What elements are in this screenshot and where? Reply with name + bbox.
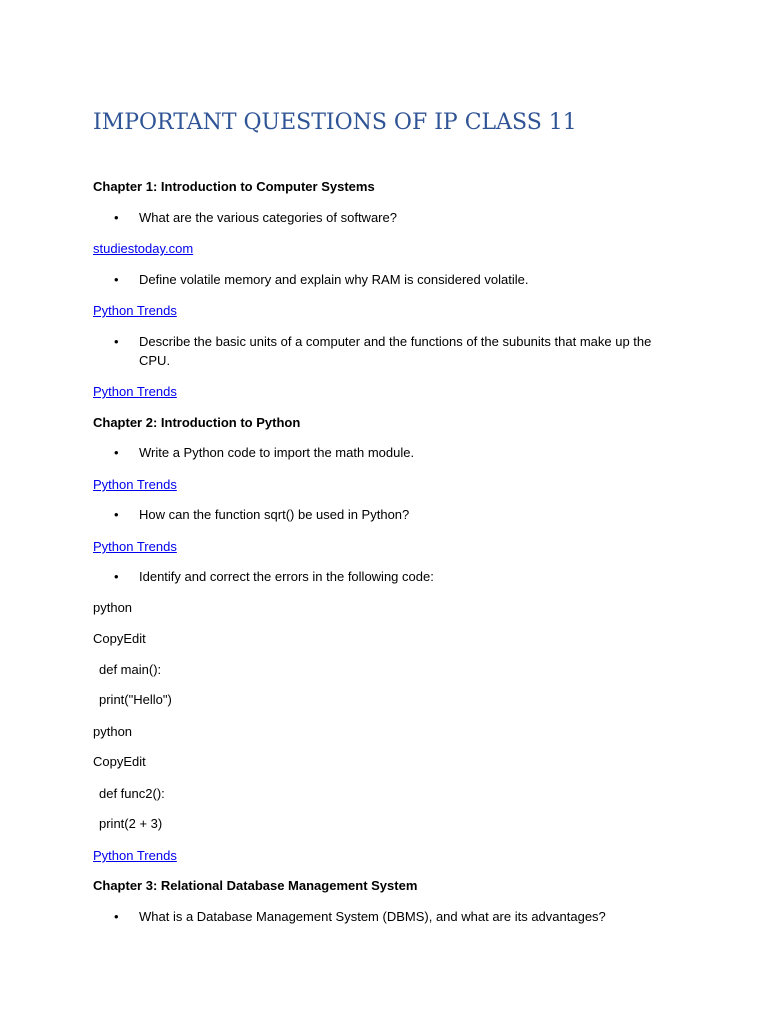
code-line: print("Hello") [99,692,172,707]
python-trends-link[interactable]: Python Trends [93,477,177,492]
code-line: print(2 + 3) [99,816,163,831]
code-line: def func2(): [99,786,165,801]
code-language-label: python [93,724,133,739]
python-trends-link[interactable]: Python Trends [93,848,177,863]
list-item [114,443,674,462]
python-trends-link[interactable]: Python Trends [93,384,177,399]
list-item [114,332,674,370]
chapter-1-heading: Chapter 1: Introduction to Computer Systems [93,179,375,194]
python-trends-link[interactable]: Python Trends [93,303,177,318]
question-text: What is a Database Management System (DBMS), and what are its advantages? [139,909,606,924]
list-item [114,567,674,586]
chapter-3-heading: Chapter 3: Relational Database Management System [93,878,418,893]
list-item [114,270,674,289]
bullet-icon: • [114,445,119,460]
question-text: Write a Python code to import the math module. [139,445,415,460]
bullet-icon: • [114,909,119,924]
bullet-icon: • [114,569,119,584]
code-line: def main(): [99,662,162,677]
code-language-label: python [93,600,133,615]
chapter-2-heading: Chapter 2: Introduction to Python [93,415,301,430]
python-trends-link[interactable]: Python Trends [93,539,177,554]
list-item [114,907,674,926]
copy-edit-label[interactable]: CopyEdit [93,631,146,646]
question-text: How can the function sqrt() be used in Python? [139,507,410,522]
bullet-icon: • [114,272,119,287]
question-text: Identify and correct the errors in the following code: [139,569,434,584]
copy-edit-label[interactable]: CopyEdit [93,754,146,769]
document-title: IMPORTANT QUESTIONS OF IP CLASS 11 [93,110,577,135]
question-text: Define volatile memory and explain why RAM is considered volatile. [139,272,529,287]
bullet-icon: • [114,334,119,349]
studiestoday-link[interactable]: studiestoday.com [93,241,194,256]
bullet-icon: • [114,210,119,225]
question-text: What are the various categories of software? [139,210,397,225]
list-item [114,208,674,227]
list-item [114,505,674,524]
question-text: Describe the basic units of a computer and the functions of the subunits that make up the CPU. [139,334,652,368]
bullet-icon: • [114,507,119,522]
